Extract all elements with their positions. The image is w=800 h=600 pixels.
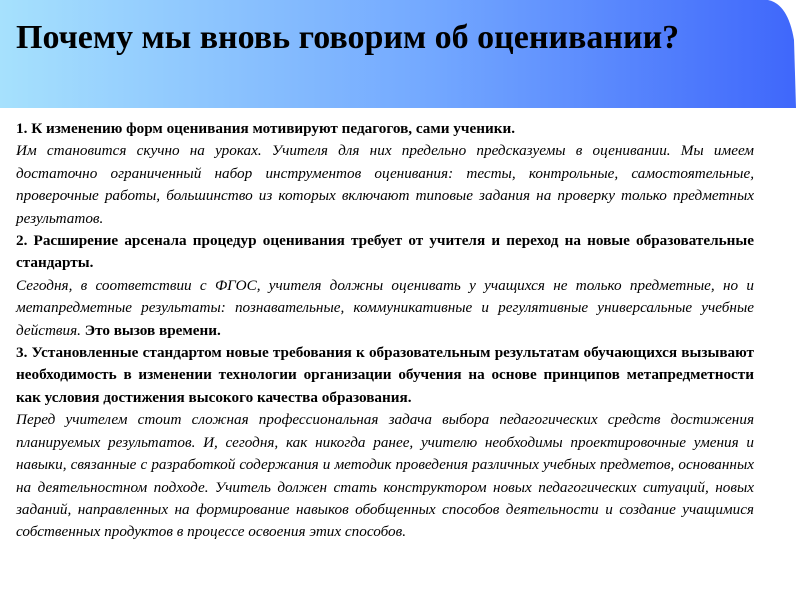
point-1-text: Им становится скучно на уроках. Учителя для них предельно предсказуемы в оценивании. Мы имеем достаточно ограниченный набор инструментов оценивания: тесты, контрольные, самостоятельные, проверочные работы, большинство из которых включают типовые задания на проверку только предметных результатов. bbox=[16, 142, 754, 227]
point-3-text: Перед учителем стоит сложная профессиональная задача выбора педагогических средств достижения планируемых результатов. И, сегодня, как никогда ранее, учителю необходимы проектировочные умения и навыки, связанные с разработкой содержания и методик проведения различных учебных предметов, основанных на деятельностном подходе. Учитель должен стать конструктором новых педагогических ситуаций, новых заданий, направленных на формирование навыков обобщенных способов деятельности и создание учащимися собственных продуктов в процессе освоения этих способов. bbox=[16, 411, 754, 541]
point-2-paragraph bbox=[16, 275, 754, 342]
point-2-emphasis: Это вызов времени. bbox=[84, 321, 221, 339]
point-3-heading: 3. Установленные стандартом новые требования к образовательным результатам обучающихся вызывают необходимость в изменении технологии организации обучения на основе принципов метапредметности как условия достижения высокого качества образования. bbox=[16, 344, 754, 406]
point-2-heading: 2. Расширение арсенала процедур оценивания требует от учителя и переход на новые образовательные стандарты. bbox=[16, 232, 754, 272]
slide-body bbox=[16, 118, 754, 544]
point-1-heading: 1. К изменению форм оценивания мотивируют педагогов, сами ученики. bbox=[16, 120, 515, 137]
point-2-text: Сегодня, в соответствии с ФГОС, учителя должны оценивать у учащихся не только предметные, но и метапредметные результаты: познавательные, коммуникативные и регулятивные универсальные учебные действия. bbox=[16, 276, 754, 339]
slide-title: Почему мы вновь говорим об оценивании? bbox=[16, 19, 680, 56]
